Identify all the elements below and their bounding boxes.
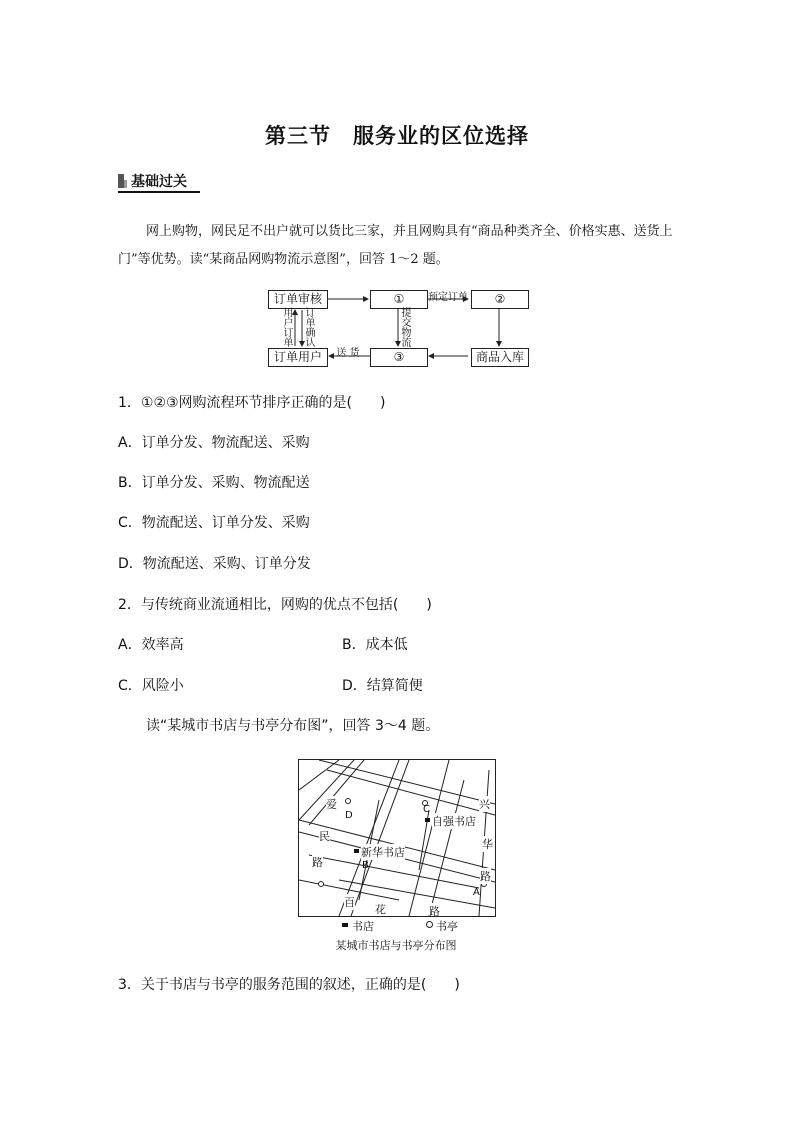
legend-store-label: 书店 <box>352 920 374 933</box>
q2-option-d: D．结算简便 <box>342 678 423 694</box>
map-road-lu2: 路 <box>480 870 491 883</box>
flow-node-1: ① <box>370 290 428 309</box>
map-road-lu1: 路 <box>312 856 323 869</box>
q1-option-c: C．物流配送、订单分发、采购 <box>118 515 310 531</box>
map-legend <box>342 918 472 934</box>
q2-option-c: C．风险小 <box>118 678 184 694</box>
map-label-c: C <box>423 804 430 815</box>
flow-node-goods-in: 商品入库 <box>471 348 529 367</box>
map-road-bai: 百 <box>344 896 355 909</box>
q1-stem: 1．①②③网购流程环节排序正确的是( ) <box>118 395 386 411</box>
map-road-hua2: 花 <box>375 903 386 916</box>
map-road-lu3: 路 <box>429 905 440 917</box>
q2-stem: 2．与传统商业流通相比，网购的优点不包括( ) <box>118 597 432 613</box>
q2-option-a: A．效率高 <box>118 637 184 653</box>
q1-option-d: D．物流配送、采购、订单分发 <box>118 556 311 572</box>
map-store-ziqiang: 自强书店 <box>432 815 476 828</box>
flow-node-order-review: 订单审核 <box>268 290 328 309</box>
map-road-min: 民 <box>319 830 330 843</box>
q3-stem: 3．关于书店与书亭的服务范围的叙述，正确的是( ) <box>118 977 460 993</box>
section-header <box>118 171 200 193</box>
flow-node-order-user: 订单用户 <box>268 348 328 367</box>
legend-store-icon <box>342 923 348 927</box>
flow-node-3: ③ <box>370 348 428 367</box>
flow-label-logistics: 提交物流 <box>401 308 412 349</box>
legend-kiosk-icon <box>426 921 433 928</box>
section-marker-accent <box>124 180 127 188</box>
map-label-d: D <box>345 810 353 821</box>
flow-node-2: ② <box>471 290 529 309</box>
q1-option-a: A．订单分发、物流配送、采购 <box>118 435 310 451</box>
page-title: 第三节 服务业的区位选择 <box>265 124 529 148</box>
flow-label-order-confirm: 订单确认 <box>305 308 316 349</box>
map-label-b: B <box>362 860 369 871</box>
flow-label-delivery: 送 货 <box>336 348 360 359</box>
q2-option-b: B．成本低 <box>342 637 408 653</box>
intro-2: 读“某城市书店与书亭分布图”，回答 3～4 题。 <box>146 718 440 734</box>
map-caption: 某城市书店与书亭分布图 <box>335 939 457 952</box>
flow-diagram <box>268 288 530 368</box>
map-road-ai: 爱 <box>326 798 337 811</box>
map-road-hua: 华 <box>482 838 493 851</box>
map-label-a: A <box>473 887 480 898</box>
flow-label-user-order: 用户订单 <box>283 308 294 349</box>
city-map <box>298 759 496 917</box>
map-store-xinhua: 新华书店 <box>361 846 405 859</box>
section-label: 基础过关 <box>131 174 187 190</box>
flow-label-preorder: 预定订单 <box>428 292 468 303</box>
map-road-xing: 兴 <box>479 798 490 811</box>
q1-option-b: B．订单分发、采购、物流配送 <box>118 475 310 491</box>
legend-kiosk-label: 书亭 <box>436 920 458 933</box>
intro-paragraph: 网上购物，网民足不出户就可以货比三家，并且网购具有“商品种类齐全、价格实惠、送货上门”等优势。读“某商品网购物流示意图”，回答 1～2 题。 <box>118 224 673 267</box>
